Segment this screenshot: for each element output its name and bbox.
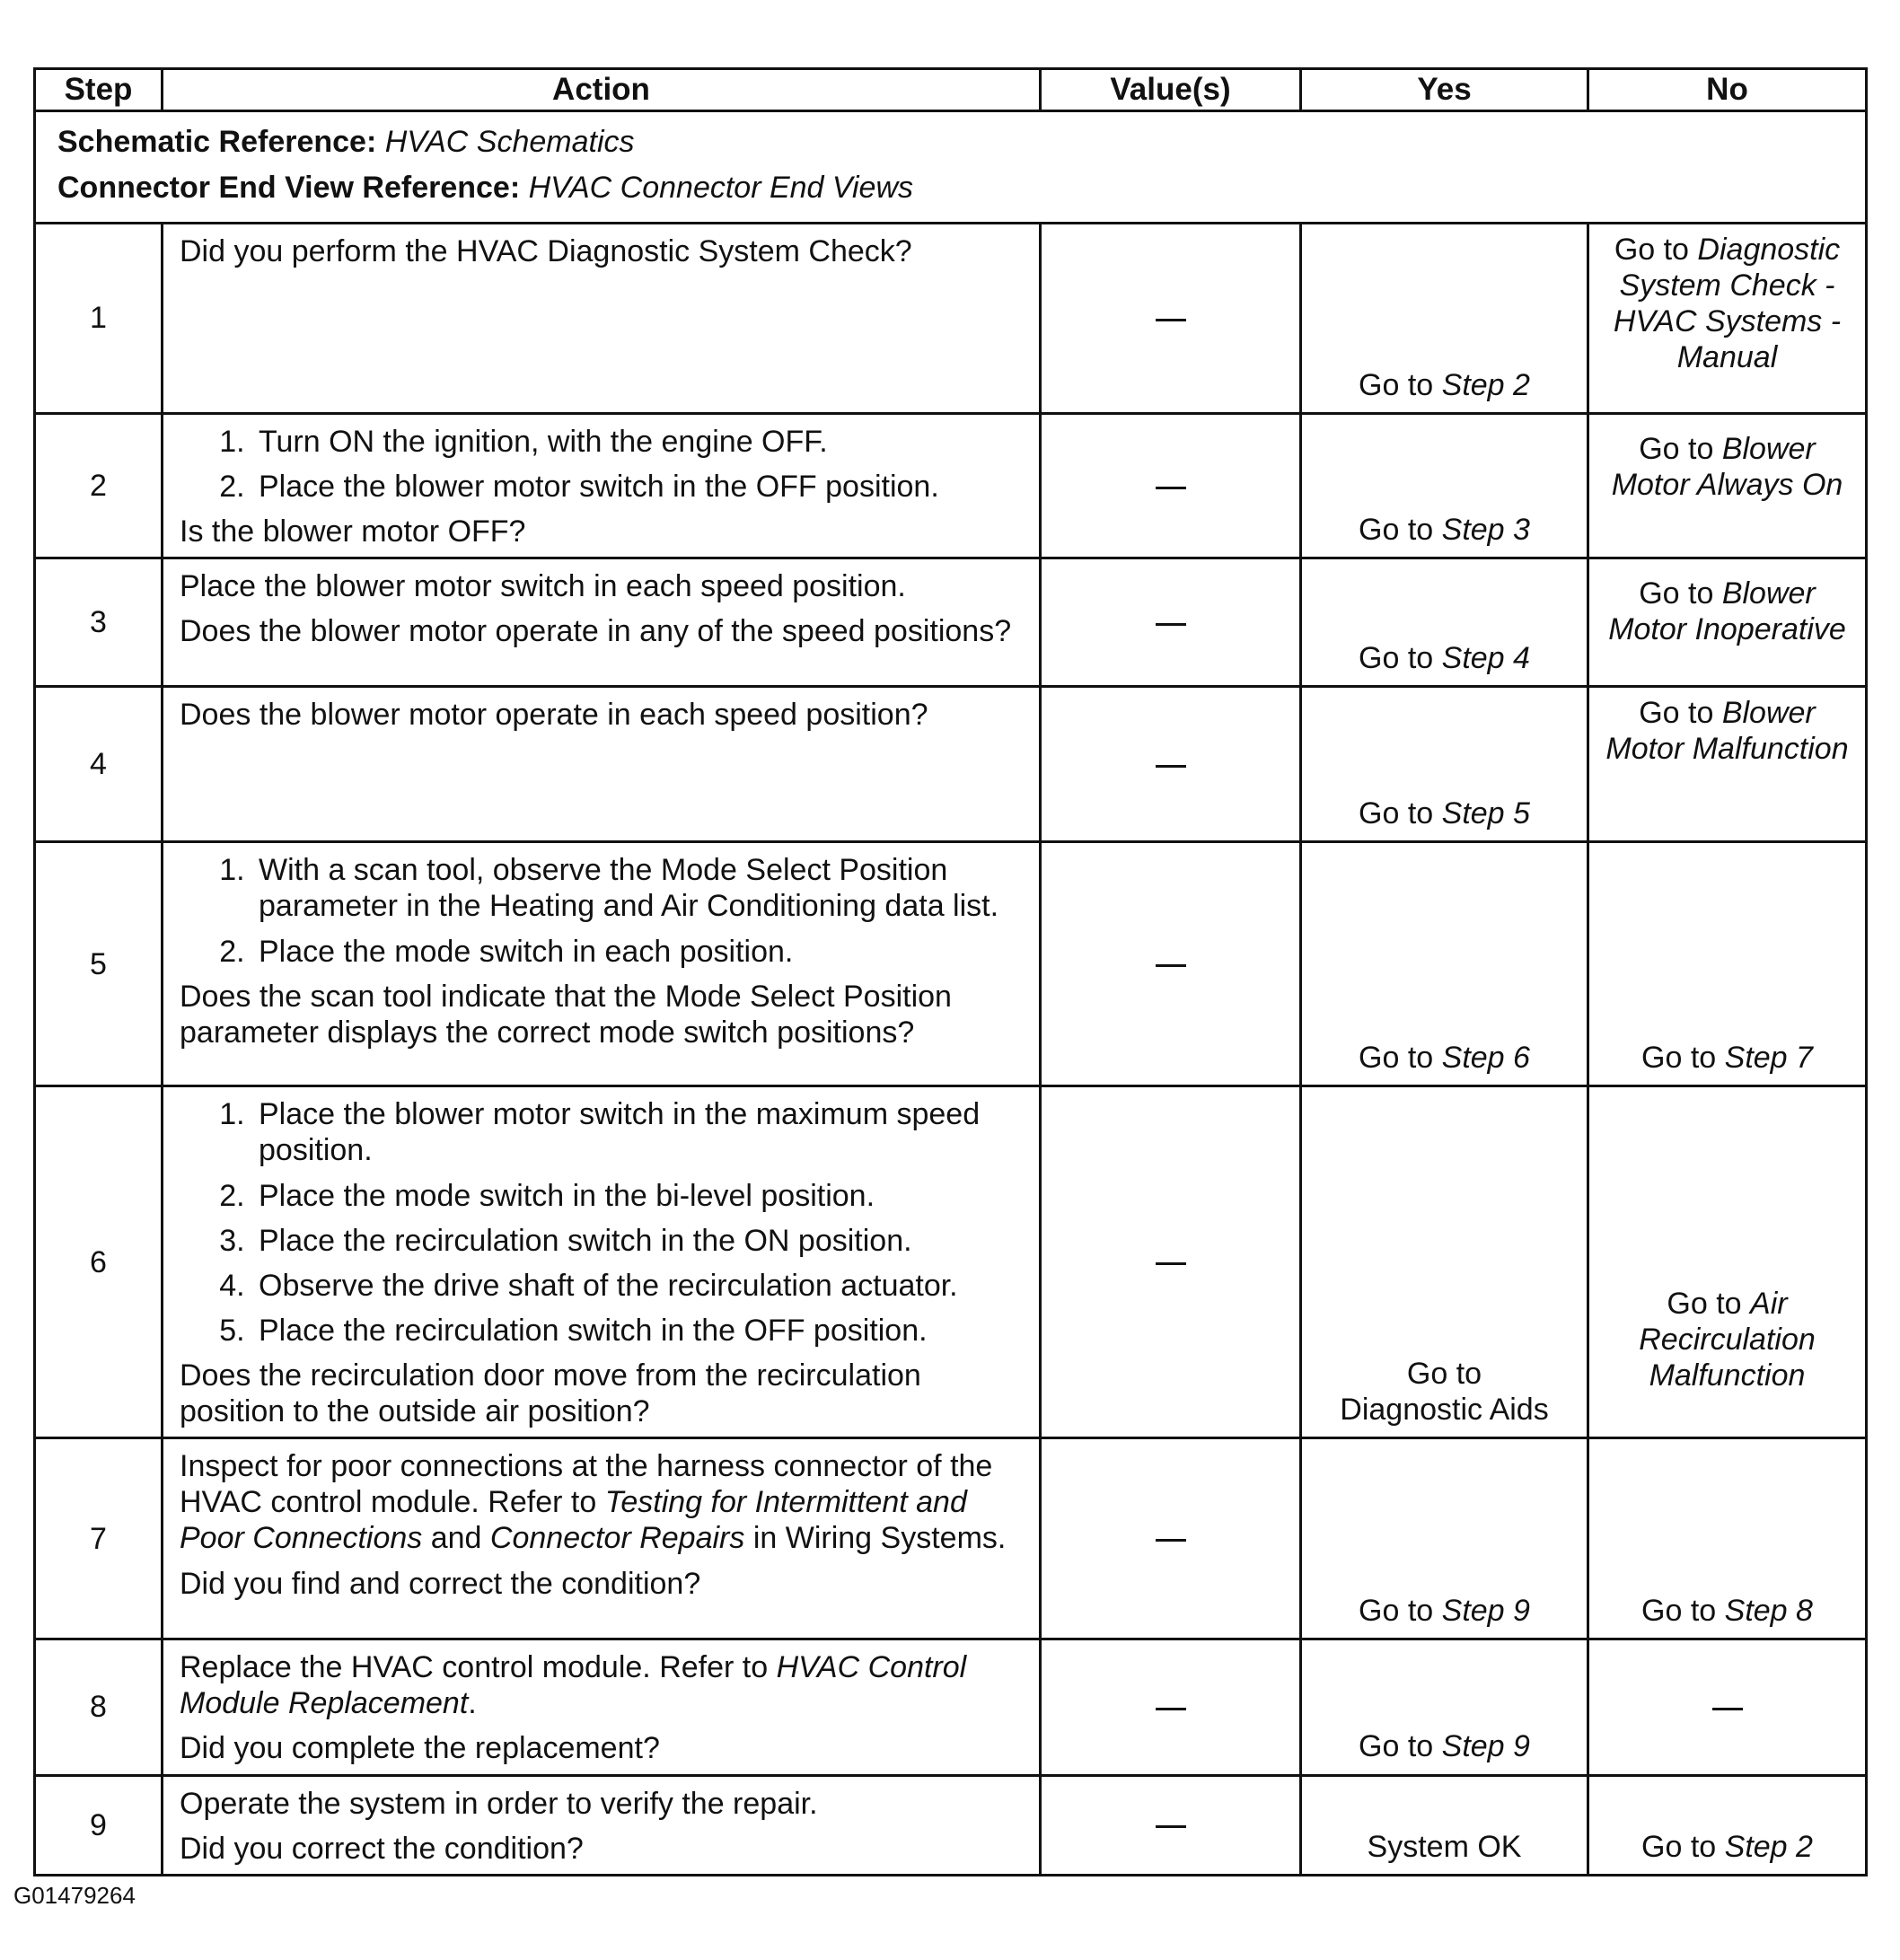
no-link[interactable] bbox=[1589, 1593, 1865, 1629]
yes-link[interactable] bbox=[1302, 1040, 1587, 1076]
no-prefix: Go to bbox=[1641, 1594, 1725, 1629]
dash-mark bbox=[1156, 1825, 1186, 1828]
no-link[interactable] bbox=[1589, 1829, 1865, 1865]
table-row bbox=[35, 1086, 1867, 1438]
no-prefix: Go to bbox=[1641, 1041, 1725, 1076]
no-target: Diagnostic System Check - HVAC Systems - Manual bbox=[1613, 233, 1842, 375]
yes-link[interactable] bbox=[1302, 1728, 1587, 1764]
action-cell bbox=[163, 842, 1041, 1086]
action-question: Did you find and correct the condition? bbox=[180, 1566, 701, 1601]
no-link[interactable] bbox=[1598, 422, 1856, 503]
yes-target: Step 5 bbox=[1441, 796, 1530, 831]
no-link[interactable] bbox=[1598, 232, 1856, 375]
no-target: Step 2 bbox=[1724, 1829, 1813, 1864]
intro-text: . bbox=[468, 1686, 477, 1721]
step-number: 5 bbox=[35, 842, 163, 1086]
action-item: 5. Place the recirculation switch in the OFF position. bbox=[253, 1313, 1026, 1349]
diagnostic-document bbox=[33, 67, 1865, 1877]
dash-mark bbox=[1156, 1539, 1186, 1542]
yes-link[interactable] bbox=[1302, 640, 1587, 676]
yes-cell bbox=[1301, 1639, 1588, 1775]
no-cell bbox=[1588, 558, 1867, 687]
figure-id: G01479264 bbox=[13, 1882, 136, 1909]
yes-cell bbox=[1301, 842, 1588, 1086]
action-intro: Place the blower motor switch in each speed position. bbox=[180, 569, 906, 604]
no-target: Step 7 bbox=[1724, 1041, 1813, 1076]
intro-link-module-replacement[interactable]: HVAC Control Module Replacement bbox=[180, 1650, 967, 1721]
yes-link[interactable]: System OK bbox=[1367, 1829, 1522, 1864]
yes-prefix: Go to bbox=[1359, 641, 1442, 676]
action-list bbox=[180, 424, 1026, 505]
action-item: 1. With a scan tool, observe the Mode Select Position parameter in the Heating and Air Conditioning data list. bbox=[253, 852, 1026, 924]
action-cell bbox=[163, 1775, 1041, 1875]
yes-prefix: Go to bbox=[1359, 1594, 1442, 1629]
yes-target: Step 9 bbox=[1441, 1594, 1530, 1629]
table-row bbox=[35, 842, 1867, 1086]
table-row bbox=[35, 1639, 1867, 1775]
no-target: Blower Motor Always On bbox=[1611, 432, 1843, 503]
step-number: 6 bbox=[35, 1086, 163, 1438]
no-prefix: Go to bbox=[1639, 696, 1722, 731]
action-list bbox=[180, 1096, 1026, 1349]
yes-prefix: Go to bbox=[1359, 1729, 1442, 1764]
yes-prefix: Go to bbox=[1359, 1041, 1442, 1076]
dash-mark bbox=[1156, 319, 1186, 321]
table-row bbox=[35, 1775, 1867, 1875]
action-cell bbox=[163, 414, 1041, 558]
diagnostic-table bbox=[33, 67, 1868, 1877]
action-question: Did you correct the condition? bbox=[180, 1831, 584, 1866]
table-row bbox=[35, 224, 1867, 414]
yes-prefix: Go to bbox=[1359, 367, 1442, 402]
value-cell bbox=[1041, 842, 1301, 1086]
value-cell bbox=[1041, 1438, 1301, 1639]
action-cell bbox=[163, 224, 1041, 414]
no-target: Blower Motor Inoperative bbox=[1608, 576, 1846, 647]
dash-mark bbox=[1156, 1708, 1186, 1710]
yes-link[interactable]: Go to Diagnostic Aids bbox=[1340, 1356, 1549, 1428]
step-number: 3 bbox=[35, 558, 163, 687]
intro-link-testing[interactable]: Testing for Intermittent and Poor Connections bbox=[180, 1485, 967, 1556]
header-values: Value(s) bbox=[1041, 69, 1301, 111]
no-target: Air Recirculation Malfunction bbox=[1639, 1286, 1816, 1393]
action-question: Does the blower motor operate in any of the speed positions? bbox=[180, 614, 1012, 649]
yes-target: Step 9 bbox=[1441, 1729, 1530, 1764]
connector-reference-label: Connector End View Reference: bbox=[57, 171, 521, 205]
action-list bbox=[180, 852, 1026, 969]
action-cell bbox=[163, 558, 1041, 687]
yes-cell bbox=[1301, 414, 1588, 558]
intro-text: in Wiring Systems. bbox=[744, 1521, 1007, 1556]
table-row bbox=[35, 558, 1867, 687]
no-prefix: Go to bbox=[1641, 1829, 1725, 1864]
no-link[interactable] bbox=[1589, 1040, 1865, 1076]
no-cell bbox=[1588, 1639, 1867, 1775]
connector-reference-link[interactable]: HVAC Connector End Views bbox=[528, 171, 913, 205]
value-cell bbox=[1041, 1086, 1301, 1438]
action-cell bbox=[163, 1438, 1041, 1639]
action-question: Is the blower motor OFF? bbox=[180, 514, 526, 549]
value-cell bbox=[1041, 558, 1301, 687]
step-number: 4 bbox=[35, 687, 163, 842]
no-link[interactable] bbox=[1589, 1286, 1865, 1393]
dash-mark bbox=[1156, 623, 1186, 626]
step-number: 2 bbox=[35, 414, 163, 558]
yes-target: Step 3 bbox=[1441, 513, 1530, 548]
value-cell bbox=[1041, 414, 1301, 558]
action-cell bbox=[163, 1639, 1041, 1775]
action-item: 4. Observe the drive shaft of the recirculation actuator. bbox=[253, 1268, 1026, 1304]
action-cell bbox=[163, 1086, 1041, 1438]
yes-link[interactable] bbox=[1302, 795, 1587, 831]
yes-cell bbox=[1301, 1775, 1588, 1875]
dash-mark bbox=[1156, 1262, 1186, 1265]
no-cell bbox=[1588, 687, 1867, 842]
intro-text: and bbox=[422, 1521, 490, 1556]
no-cell bbox=[1588, 224, 1867, 414]
reference-row bbox=[35, 111, 1867, 224]
yes-link[interactable] bbox=[1302, 367, 1587, 403]
intro-text: Replace the HVAC control module. Refer to bbox=[180, 1650, 777, 1685]
header-action: Action bbox=[163, 69, 1041, 111]
yes-prefix: Go to bbox=[1359, 513, 1442, 548]
action-item: 1. Place the blower motor switch in the maximum speed position. bbox=[253, 1096, 1026, 1168]
schematic-reference-link[interactable]: HVAC Schematics bbox=[384, 125, 635, 159]
header-yes: Yes bbox=[1301, 69, 1588, 111]
header-step: Step bbox=[35, 69, 163, 111]
action-item: 2. Place the mode switch in each position. bbox=[253, 934, 1026, 970]
no-cell bbox=[1588, 1775, 1867, 1875]
yes-link[interactable] bbox=[1302, 512, 1587, 548]
action-question: Did you perform the HVAC Diagnostic System Check? bbox=[180, 234, 912, 268]
no-target: Step 8 bbox=[1724, 1594, 1813, 1629]
action-question: Does the blower motor operate in each speed position? bbox=[180, 698, 928, 733]
yes-cell bbox=[1301, 1086, 1588, 1438]
table-row bbox=[35, 414, 1867, 558]
yes-target: Step 6 bbox=[1441, 1041, 1530, 1076]
no-cell bbox=[1588, 1438, 1867, 1639]
reference-cell bbox=[35, 111, 1867, 224]
header-no: No bbox=[1588, 69, 1867, 111]
no-cell bbox=[1588, 842, 1867, 1086]
action-intro bbox=[180, 1649, 1026, 1721]
value-cell bbox=[1041, 1639, 1301, 1775]
action-intro: Operate the system in order to verify the repair. bbox=[180, 1786, 818, 1821]
yes-cell bbox=[1301, 1438, 1588, 1639]
no-cell bbox=[1588, 414, 1867, 558]
value-cell bbox=[1041, 1775, 1301, 1875]
schematic-reference-label: Schematic Reference: bbox=[57, 125, 377, 159]
yes-prefix: Go to bbox=[1359, 796, 1442, 831]
yes-link[interactable] bbox=[1302, 1593, 1587, 1629]
dash-mark bbox=[1156, 487, 1186, 489]
header-row bbox=[35, 69, 1867, 111]
yes-cell bbox=[1301, 224, 1588, 414]
no-cell bbox=[1588, 1086, 1867, 1438]
no-link[interactable] bbox=[1598, 695, 1856, 767]
dash-mark bbox=[1156, 964, 1186, 967]
intro-link-connector-repairs[interactable]: Connector Repairs bbox=[489, 1521, 745, 1556]
dash-mark bbox=[1712, 1708, 1743, 1710]
dash-mark bbox=[1156, 765, 1186, 768]
yes-cell bbox=[1301, 558, 1588, 687]
action-intro bbox=[180, 1448, 1026, 1556]
table-row bbox=[35, 1438, 1867, 1639]
step-number: 9 bbox=[35, 1775, 163, 1875]
value-cell bbox=[1041, 687, 1301, 842]
action-question: Did you complete the replacement? bbox=[180, 1731, 660, 1766]
action-item: 2. Place the blower motor switch in the OFF position. bbox=[253, 469, 1026, 505]
no-prefix: Go to bbox=[1614, 233, 1698, 267]
no-prefix: Go to bbox=[1639, 576, 1722, 611]
action-cell bbox=[163, 687, 1041, 842]
step-number: 8 bbox=[35, 1639, 163, 1775]
table-row bbox=[35, 687, 1867, 842]
yes-target: Step 2 bbox=[1441, 367, 1530, 402]
action-question: Does the recirculation door move from the recirculation position to the outside air position? bbox=[180, 1358, 921, 1429]
schematic-reference bbox=[57, 119, 1843, 165]
action-item: 2. Place the mode switch in the bi-level position. bbox=[253, 1178, 1026, 1214]
no-prefix: Go to bbox=[1667, 1286, 1751, 1321]
step-number: 1 bbox=[35, 224, 163, 414]
step-number: 7 bbox=[35, 1438, 163, 1639]
connector-reference bbox=[57, 165, 1843, 211]
no-prefix: Go to bbox=[1639, 432, 1722, 466]
yes-target: Step 4 bbox=[1441, 641, 1530, 676]
action-item: 3. Place the recirculation switch in the ON position. bbox=[253, 1223, 1026, 1259]
intro-text: Inspect for poor connections at the harness connector of the HVAC control module. Refer to bbox=[180, 1449, 993, 1520]
no-link[interactable] bbox=[1598, 567, 1856, 647]
action-question: Does the scan tool indicate that the Mode Select Position parameter displays the correct mode switch positions? bbox=[180, 979, 952, 1050]
yes-cell bbox=[1301, 687, 1588, 842]
no-target: Blower Motor Malfunction bbox=[1605, 696, 1849, 767]
action-item: 1. Turn ON the ignition, with the engine OFF. bbox=[253, 424, 1026, 460]
value-cell bbox=[1041, 224, 1301, 414]
